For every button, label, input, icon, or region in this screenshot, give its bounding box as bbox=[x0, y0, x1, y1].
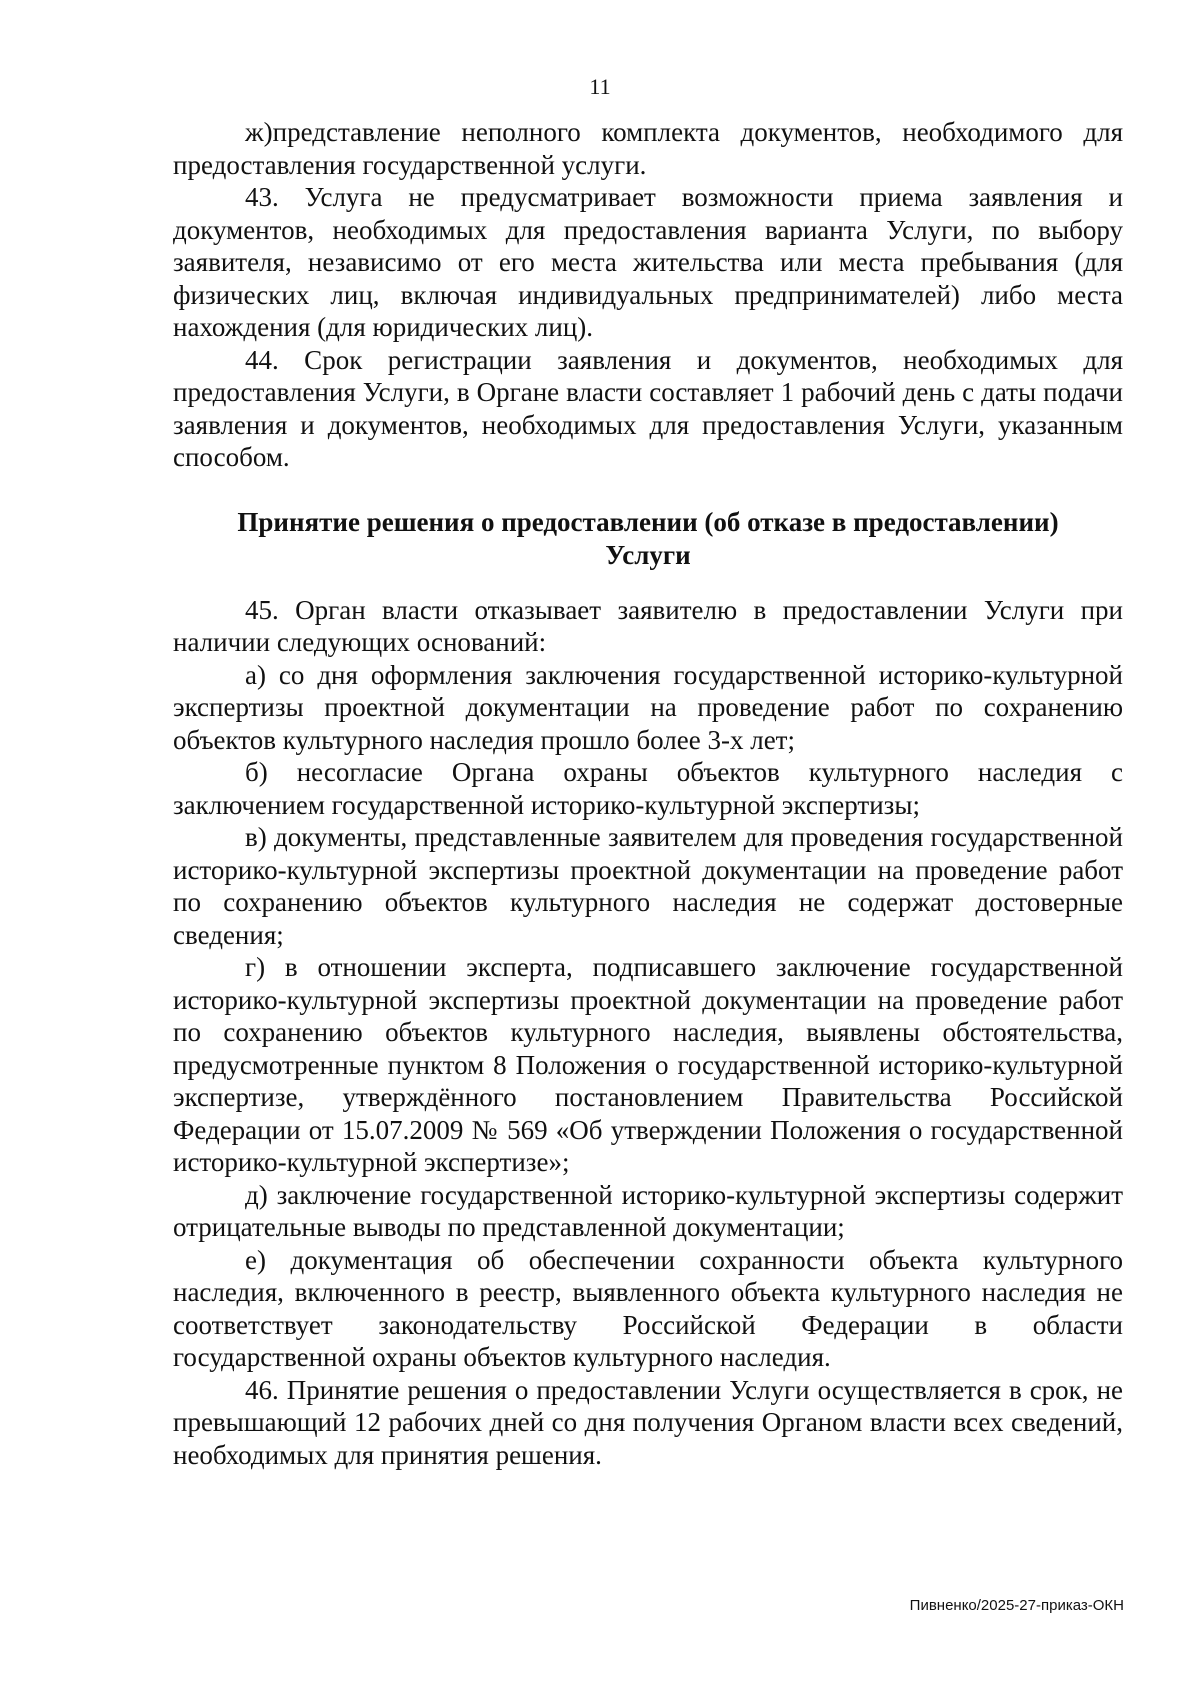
paragraph-43: 43. Услуга не предусматривает возможности приема заявления и документов, необходимых для предоставления варианта Услуги, по выбору заявителя, независимо от его места жительства или места пребывания (для физических лиц, включая индивидуальных предпринимателей) либо места нахождения (для юридических лиц). bbox=[173, 182, 1123, 342]
paragraph-45-g: г) в отношении эксперта, подписавшего заключение государственной историко-культурной экспертизы проектной документации на проведение работ по сохранению объектов культурного наследия, выявлены обстоятельства, предусмотренные пунктом 8 Положения о государственной историко-культурной экспертизе, утверждённого постановлением Правительства Российской Федерации от 15.07.2009 № 569 «Об утверждении Положения о государственной историко-культурной экспертизе»; bbox=[173, 952, 1123, 1177]
section-heading-line-1: Принятие решения о предоставлении (об отказе в предоставлении) bbox=[237, 506, 1059, 537]
paragraph-45-d: д) заключение государственной историко-культурной экспертизы содержит отрицательные выводы по представленной документации; bbox=[173, 1179, 1123, 1242]
paragraph-45-a: а) со дня оформления заключения государственной историко-культурной экспертизы проектной документации на проведение работ по сохранению объектов культурного наследия прошло более 3-х лет; bbox=[173, 659, 1123, 755]
document-footer-id: Пивненко/2025-27-приказ-ОКН bbox=[909, 1597, 1124, 1614]
section-heading bbox=[173, 506, 1123, 572]
paragraph-45-b: б) несогласие Органа охраны объектов культурного наследия с заключением государственной историко-культурной экспертизы; bbox=[173, 757, 1123, 820]
page-number: 11 bbox=[589, 74, 611, 99]
paragraph-45-e: е) документация об обеспечении сохранности объекта культурного наследия, включенного в реестр, выявленного объекта культурного наследия не соответствует законодательству Российской Федерации в области государственной охраны объектов культурного наследия. bbox=[173, 1244, 1123, 1372]
paragraph-45-v: в) документы, представленные заявителем для проведения государственной историко-культурной экспертизы проектной документации на проведение работ по сохранению объектов культурного наследия не содержат достоверные сведения; bbox=[173, 822, 1123, 950]
paragraph-zh: ж)представление неполного комплекта документов, необходимого для предоставления государственной услуги. bbox=[173, 117, 1123, 180]
section-heading-line-2: Услуги bbox=[605, 539, 691, 570]
paragraph-44: 44. Срок регистрации заявления и документов, необходимых для предоставления Услуги, в Органе власти составляет 1 рабочий день с даты подачи заявления и документов, необходимых для предоставления Услуги, указанным способом. bbox=[173, 344, 1123, 472]
document-body bbox=[173, 116, 1123, 1471]
paragraph-45: 45. Орган власти отказывает заявителю в предоставлении Услуги при наличии следующих оснований: bbox=[173, 594, 1123, 657]
paragraph-46: 46. Принятие решения о предоставлении Услуги осуществляется в срок, не превышающий 12 рабочих дней со дня получения Органом власти всех сведений, необходимых для принятия решения. bbox=[173, 1374, 1123, 1470]
